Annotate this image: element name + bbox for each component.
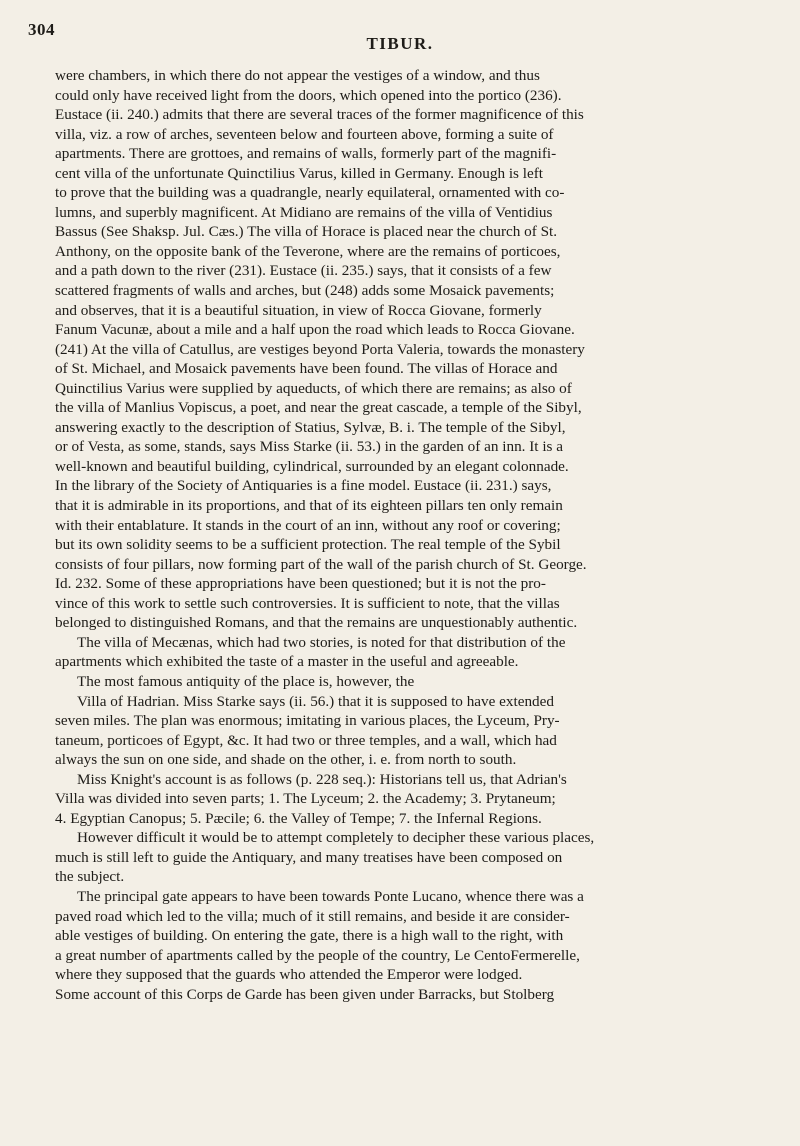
- text-line: 4. Egyptian Canopus; 5. Pæcile; 6. the Valley of Tempe; 7. the Infernal Regions.: [55, 809, 542, 827]
- text-line: were chambers, in which there do not appear the vestiges of a window, and thus: [55, 67, 540, 84]
- text-line: the subject.: [55, 868, 125, 886]
- text-line: but its own solidity seems to be a sufficient protection. The real temple of the Sybil: [55, 536, 561, 554]
- text-line: apartments which exhibited the taste of a master in the useful and agreeable.: [55, 653, 519, 671]
- text-line: Villa was divided into seven parts; 1. The Lyceum; 2. the Academy; 3. Prytaneum;: [55, 790, 556, 808]
- text-line: and a path down to the river (231). Eustace (ii. 235.) says, that it consists of a few: [55, 262, 552, 280]
- text-line: could only have received light from the doors, which opened into the portico (236).: [55, 86, 562, 104]
- text-line: In the library of the Society of Antiquaries is a fine model. Eustace (ii. 231.) says,: [55, 477, 552, 495]
- text-line: much is still left to guide the Antiquary, and many treatises have been composed on: [55, 848, 563, 866]
- text-line: Bassus (See Shaksp. Jul. Cæs.) The villa of Horace is placed near the church of St.: [55, 223, 558, 241]
- text-line: vince of this work to settle such controversies. It is sufficient to note, that the villas: [55, 594, 560, 612]
- text-line: Anthony, on the opposite bank of the Teverone, where are the remains of porticoes,: [55, 242, 561, 260]
- text-line: Quinctilius Varius were supplied by aqueducts, of which there are remains; as also of: [55, 379, 572, 397]
- text-line: taneum, porticoes of Egypt, &c. It had two or three temples, and a wall, which had: [55, 731, 557, 749]
- text-line: answering exactly to the description of Statius, Sylvæ, B. i. The temple of the Sibyl,: [55, 418, 566, 436]
- text-line: of St. Michael, and Mosaick pavements have been found. The villas of Horace and: [55, 360, 558, 378]
- text-line: (241) At the villa of Catullus, are vestiges beyond Porta Valeria, towards the monastery: [55, 340, 585, 358]
- text-line: where they supposed that the guards who attended the Emperor were lodged.: [55, 966, 523, 984]
- text-line: always the sun on one side, and shade on the other, i. e. from north to south.: [55, 751, 517, 769]
- running-head: TIBUR.: [366, 34, 434, 53]
- text-line: and observes, that it is a beautiful situation, in view of Rocca Giovane, formerly: [55, 301, 542, 319]
- text-line: that it is admirable in its proportions, and that of its eighteen pillars ten only remain: [55, 497, 563, 515]
- text-line: or of Vesta, as some, stands, says Miss Starke (ii. 53.) in the garden of an inn. It is a: [55, 438, 563, 456]
- text-line: The principal gate appears to have been towards Ponte Lucano, whence there was a: [77, 887, 584, 905]
- text-line: to prove that the building was a quadrangle, nearly equilateral, ornamented with co-: [55, 184, 565, 202]
- text-line: Miss Knight's account is as follows (p. 228 seq.): Historians tell us, that Adrian's: [77, 770, 567, 788]
- text-line: cent villa of the unfortunate Quinctilius Varus, killed in Germany. Enough is left: [55, 164, 543, 182]
- text-line: well-known and beautiful building, cylindrical, surrounded by an elegant colonnade.: [55, 457, 569, 475]
- text-line: Eustace (ii. 240.) admits that there are several traces of the former magnificence of this: [55, 106, 584, 124]
- text-line: consists of four pillars, now forming part of the wall of the parish church of St. George.: [55, 555, 587, 573]
- text-line: Some account of this Corps de Garde has been given under Barracks, but Stolberg: [55, 985, 555, 1003]
- text-line: scattered fragments of walls and arches, but (248) adds some Mosaick pavements;: [55, 282, 555, 300]
- text-line: seven miles. The plan was enormous; imitating in various places, the Lyceum, Pry-: [55, 712, 560, 730]
- text-line: Fanum Vacunæ, about a mile and a half upon the road which leads to Rocca Giovane.: [55, 321, 575, 339]
- text-line: the villa of Manlius Vopiscus, a poet, and near the great cascade, a temple of the Sibyl,: [55, 399, 582, 417]
- body-text: [55, 66, 790, 1004]
- text-line: a great number of apartments called by the people of the country, Le CentoFermerelle,: [55, 946, 580, 964]
- text-line: villa, viz. a row of arches, seventeen below and fourteen above, forming a suite of: [55, 125, 554, 143]
- text-line: apartments. There are grottoes, and remains of walls, formerly part of the magnifi-: [55, 145, 557, 163]
- text-line: able vestiges of building. On entering the gate, there is a high wall to the right, with: [55, 927, 564, 945]
- section-heading-line: Villa of Hadrian. Miss Starke says (ii. 56.) that it is supposed to have extended: [77, 692, 554, 710]
- text-line: The villa of Mecænas, which had two stories, is noted for that distribution of the: [77, 633, 566, 651]
- page-number: 304: [28, 20, 55, 39]
- text-line: with their entablature. It stands in the court of an inn, without any roof or covering;: [55, 516, 561, 534]
- text-line: belonged to distinguished Romans, and that the remains are unquestionably authentic.: [55, 614, 578, 632]
- text-line: However difficult it would be to attempt completely to decipher these various places,: [77, 829, 595, 847]
- text-line: Id. 232. Some of these appropriations have been questioned; but it is not the pro-: [55, 575, 546, 593]
- text-line: The most famous antiquity of the place is, however, the: [77, 672, 415, 690]
- text-line: lumns, and superbly magnificent. At Midiano are remains of the villa of Ventidius: [55, 203, 553, 221]
- text-line: paved road which led to the villa; much of it still remains, and beside it are consider-: [55, 907, 570, 925]
